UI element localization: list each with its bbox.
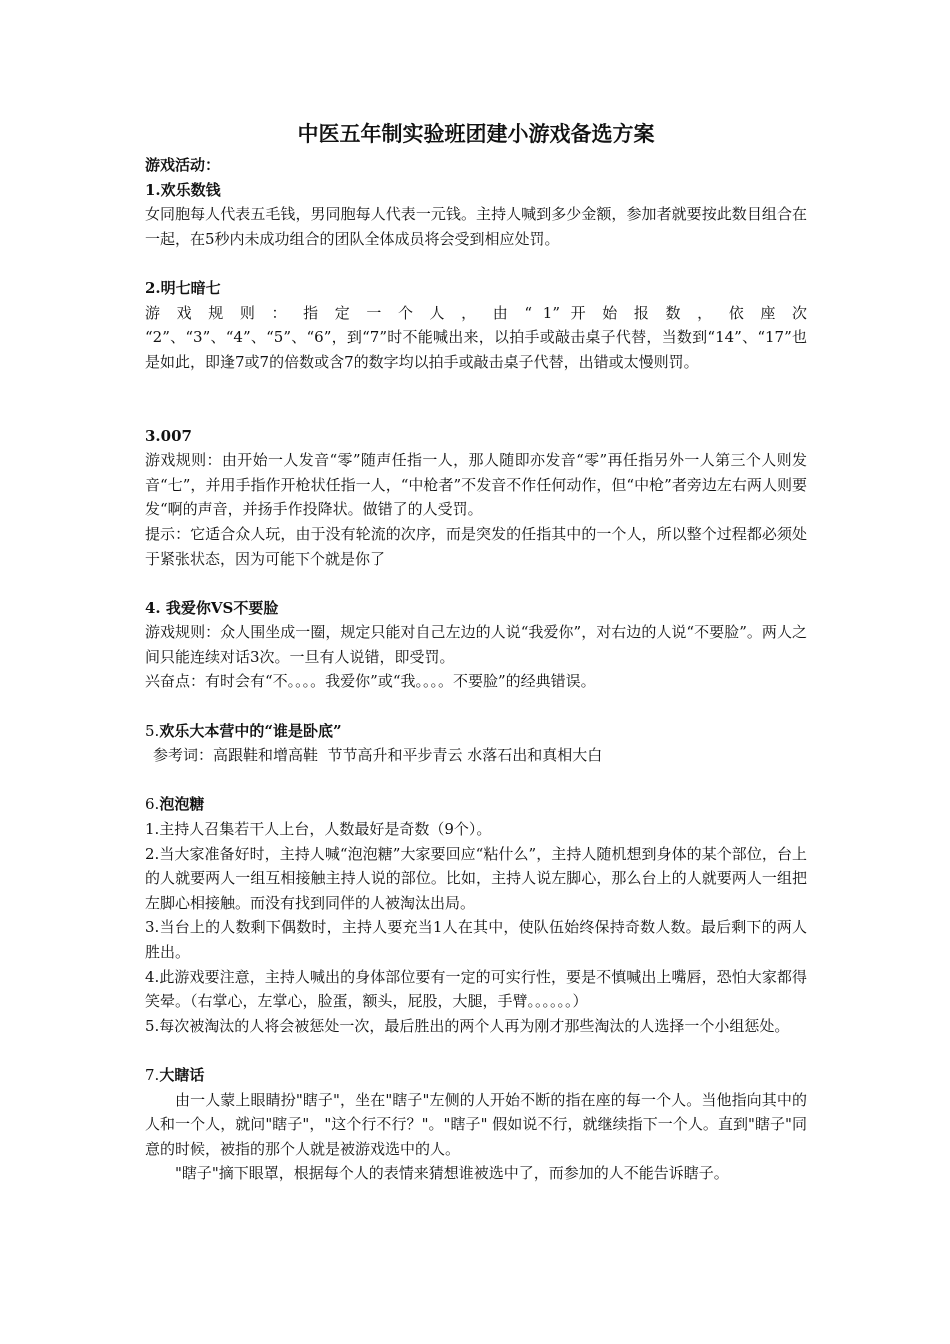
- game-section-2: [145, 276, 807, 374]
- game-tip: 提示：它适合众人玩，由于没有轮流的次序，而是突发的任指其中的一个人，所以整个过程都必须处于紧张状态，因为可能下个就是你了: [145, 524, 807, 568]
- game-rules-first-line: 游 戏 规 则 ： 指 定 一 个 人 ， 由 “ 1” 开 始 报 数 ， 依 座 次: [145, 303, 807, 322]
- game-rules: 游戏规则：由开始一人发音“零”随声任指一人，那人随即亦发音“零”再任指另外一人第三个人则发 音“七”，并用手指作开枪状任指一人，“中枪者”不发音不作任何动作，但“中枪”者旁边左右两人则要发“啊的声音，并扬手作投降状。做错了的人受罚。: [145, 451, 807, 519]
- game-number: 7.: [145, 1065, 160, 1084]
- reference-words: 参考词：高跟鞋和增高鞋 节节高升和平步青云 水落石出和真相大白: [153, 746, 603, 765]
- game-title: 泡泡糖: [159, 795, 205, 814]
- game-title: 欢乐大本营中的“谁是卧底”: [159, 721, 342, 740]
- game-number: 5.: [145, 721, 160, 740]
- intro-label: 游戏活动：: [145, 156, 221, 174]
- game-section-1: [145, 178, 807, 252]
- rule-item: 3.当台上的人数剩下偶数时，主持人要充当1人在其中，使队伍始终保持奇数人数。最后剩下的两人胜出。: [145, 918, 807, 961]
- game-heading: 1.欢乐数钱: [145, 180, 221, 199]
- game-rules: 游戏规则：众人围坐成一圈，规定只能对自己左边的人说“我爱你”，对右边的人说“不要脸”。两人之间只能连续对话3次。一旦有人说错，即受罚。: [145, 623, 807, 666]
- game-rules-continued: "瞎子"摘下眼罩，根据每个人的表情来猜想谁被选中了，而参加的人不能告诉瞎子。: [175, 1164, 729, 1183]
- game-section-5: [145, 719, 807, 768]
- rule-item: 5.每次被淘汰的人将会被惩处一次，最后胜出的两个人再为刚才那些淘汰的人选择一个小组惩处。: [145, 1016, 790, 1035]
- game-heading: [145, 792, 807, 817]
- document-body: [145, 118, 807, 1186]
- game-number: 6.: [145, 795, 160, 814]
- game-section-4: [145, 596, 807, 694]
- game-heading: [145, 1063, 807, 1088]
- document-title: 中医五年制实验班团建小游戏备选方案: [297, 121, 655, 146]
- game-title: 大瞎话: [159, 1065, 205, 1084]
- game-rules: “2”、“3”、“4”、“5”、“6”，到“7”时不能喊出来，以拍手或敲击桌子代替，当数到“14”、“17”也是如此，即逢7或7的倍数或含7的数字均以拍手或敲击桌子代替，出错或太慢则罚。: [145, 328, 807, 371]
- game-heading: [145, 719, 807, 744]
- game-heading: 4. 我爱你VS不要脸: [145, 598, 279, 617]
- game-section-6: [145, 792, 807, 1038]
- game-section-7: [145, 1063, 807, 1186]
- rule-item: 2.当大家准备好时，主持人喊“泡泡糖”大家要回应“粘什么”，主持人随机想到身体的某个部位，台上的人就要两人一组互相接触主持人说的部位。比如，主持人说左脚心，那么台上的人就要两人一组把左脚心相接触。而没有找到同伴的人被淘汰出局。: [145, 844, 807, 912]
- game-rules: 女同胞每人代表五毛钱，男同胞每人代表一元钱。主持人喊到多少金额，参加者就要按此数目组合在一起，在5秒内未成功组合的团队全体成员将会受到相应处罚。: [145, 205, 807, 248]
- game-heading: 2.明七暗七: [145, 278, 221, 297]
- game-rules: 由一人蒙上眼睛扮"瞎子"，坐在"瞎子"左侧的人开始不断的指在座的每一个人。当他指向其中的人和一个人，就问"瞎子"，"这个行不行？"。"瞎子" 假如说不行，就继续指下一个人。直到"瞎子"同意的时候，被指的那个人就是被游戏选中的人。: [145, 1090, 807, 1158]
- rule-item: 4.此游戏要注意，主持人喊出的身体部位要有一定的可实行性，要是不慎喊出上嘴唇，恐怕大家都得笑晕。（右掌心，左掌心，脸蛋，额头，屁股，大腿，手臂。。。。。。）: [145, 967, 807, 1011]
- game-section-3: [145, 424, 807, 572]
- rule-item: 1.主持人召集若干人上台，人数最好是奇数（9个）。: [145, 820, 492, 839]
- game-excite-point: 兴奋点：有时会有“不。。。。我爱你”或“我。。。。不要脸”的经典错误。: [145, 672, 596, 691]
- game-heading: 3.007: [145, 426, 192, 445]
